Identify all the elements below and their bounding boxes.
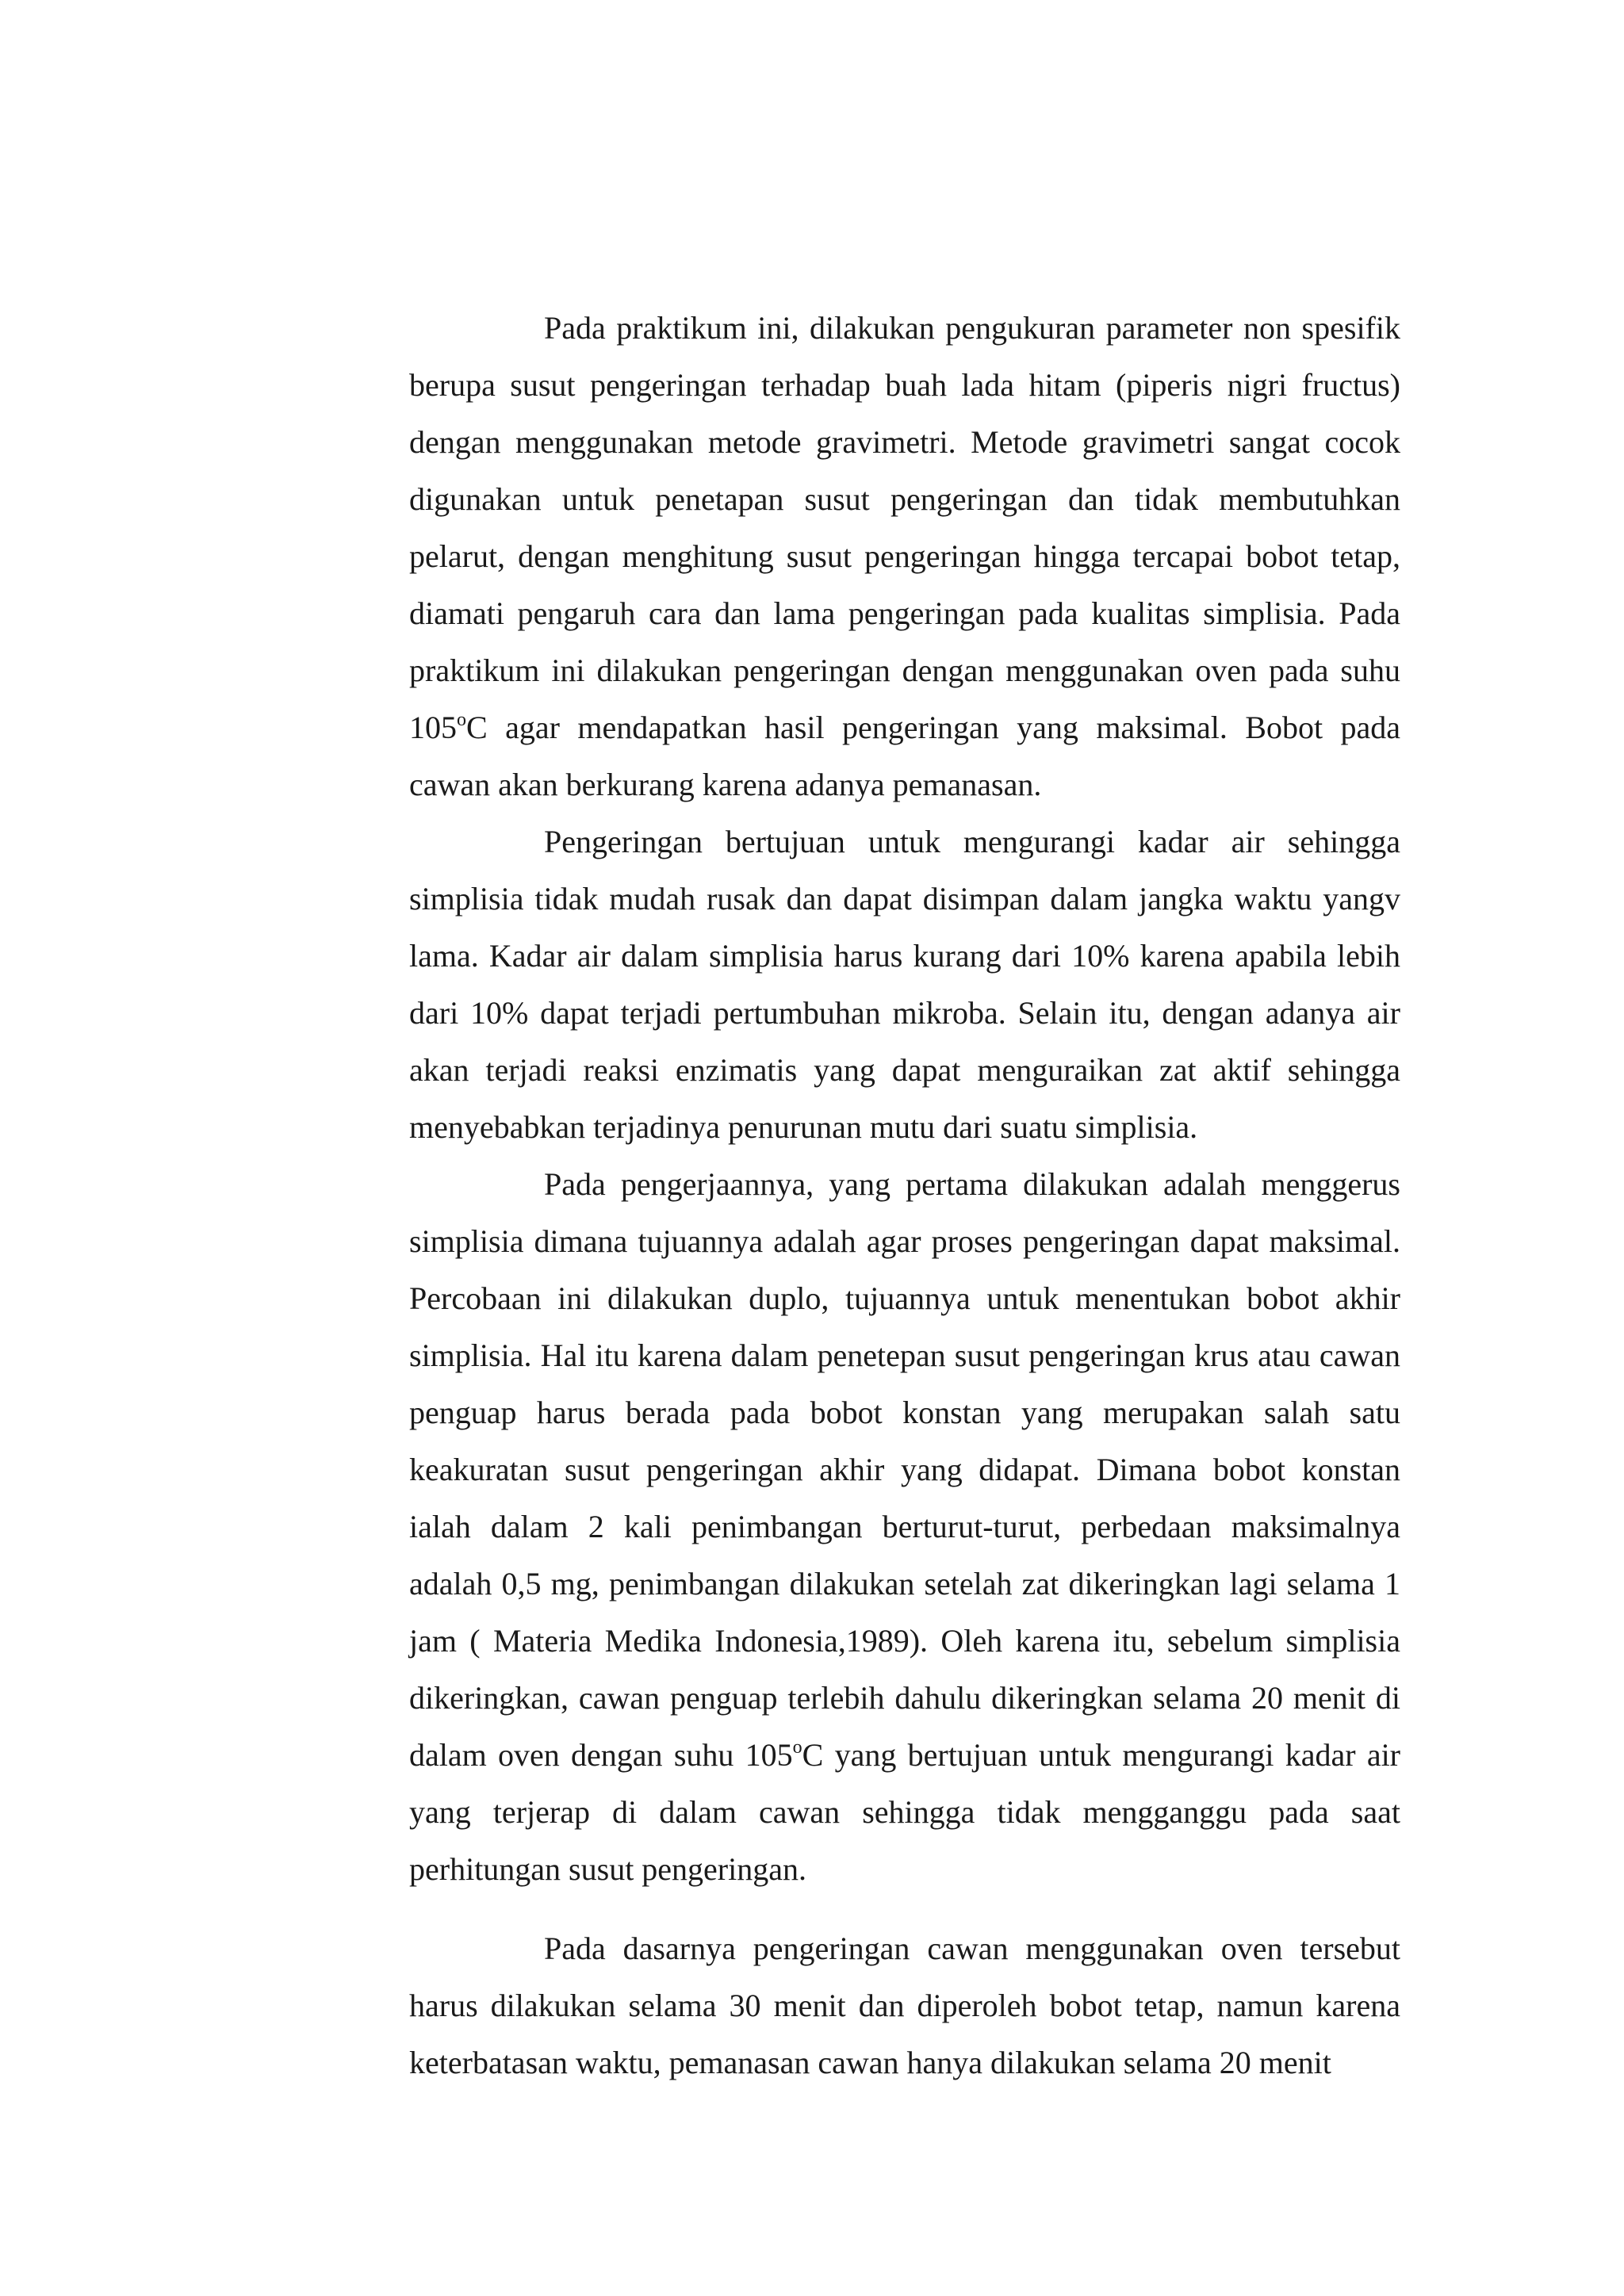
paragraph-text: Pengeringan bertujuan untuk mengurangi kadar air sehingga simplisia tidak mudah rusak dan dapat disimpan dalam jangka waktu yangv lama. Kadar air dalam simplisia harus kurang dari 10% karena apabila lebih dari 10% dapat terjadi pertumbuhan mikroba. Selain itu, dengan adanya air akan terjadi reaksi enzimatis yang dapat menguraikan zat aktif sehingga menyebabkan terjadinya penurunan mutu dari suatu simplisia. xyxy=(409,824,1400,1145)
degree-superscript: o xyxy=(792,1736,802,1758)
paragraph-4 xyxy=(409,1920,1400,2091)
paragraph-2 xyxy=(409,813,1400,1156)
paragraph-1 xyxy=(409,300,1400,813)
paragraph-text: Pada praktikum ini, dilakukan pengukuran parameter non spesifik berupa susut pengeringan terhadap buah lada hitam (piperis nigri fructus) dengan menggunakan metode gravimetri. Metode gravimetri sangat cocok digunakan untuk penetapan susut pengeringan dan tidak membutuhkan pelarut, dengan menghitung susut pengeringan hingga tercapai bobot tetap, diamati pengaruh cara dan lama pengeringan pada kualitas simplisia. Pada praktikum ini dilakukan pengeringan dengan menggunakan oven pada suhu 105 xyxy=(409,310,1400,745)
paragraph-3 xyxy=(409,1156,1400,1898)
degree-superscript: o xyxy=(457,709,466,730)
paragraph-text: Pada pengerjaannya, yang pertama dilakukan adalah menggerus simplisia dimana tujuannya adalah agar proses pengeringan dapat maksimal. Percobaan ini dilakukan duplo, tujuannya untuk menentukan bobot akhir simplisia. Hal itu karena dalam penetepan susut pengeringan krus atau cawan penguap harus berada pada bobot konstan yang merupakan salah satu keakuratan susut pengeringan akhir yang didapat. Dimana bobot konstan ialah dalam 2 kali penimbangan berturut-turut, perbedaan maksimalnya adalah 0,5 mg, penimbangan dilakukan setelah zat dikeringkan lagi selama 1 jam ( Materia Medika Indonesia,1989). Oleh karena itu, sebelum simplisia dikeringkan, cawan penguap terlebih dahulu dikeringkan selama 20 menit di dalam oven dengan suhu 105 xyxy=(409,1166,1400,1773)
paragraph-text: C agar mendapatkan hasil pengeringan yang maksimal. Bobot pada cawan akan berkurang karena adanya pemanasan. xyxy=(409,710,1400,802)
paragraph-text: Pada dasarnya pengeringan cawan menggunakan oven tersebut harus dilakukan selama 30 menit dan diperoleh bobot tetap, namun karena keterbatasan waktu, pemanasan cawan hanya dilakukan selama 20 menit xyxy=(409,1931,1400,2080)
body-text xyxy=(409,300,1400,2091)
paragraph-text: C yang bertujuan untuk mengurangi kadar air yang terjerap di dalam cawan sehingga tidak mengganggu pada saat perhitungan susut pengeringan. xyxy=(409,1737,1401,1887)
